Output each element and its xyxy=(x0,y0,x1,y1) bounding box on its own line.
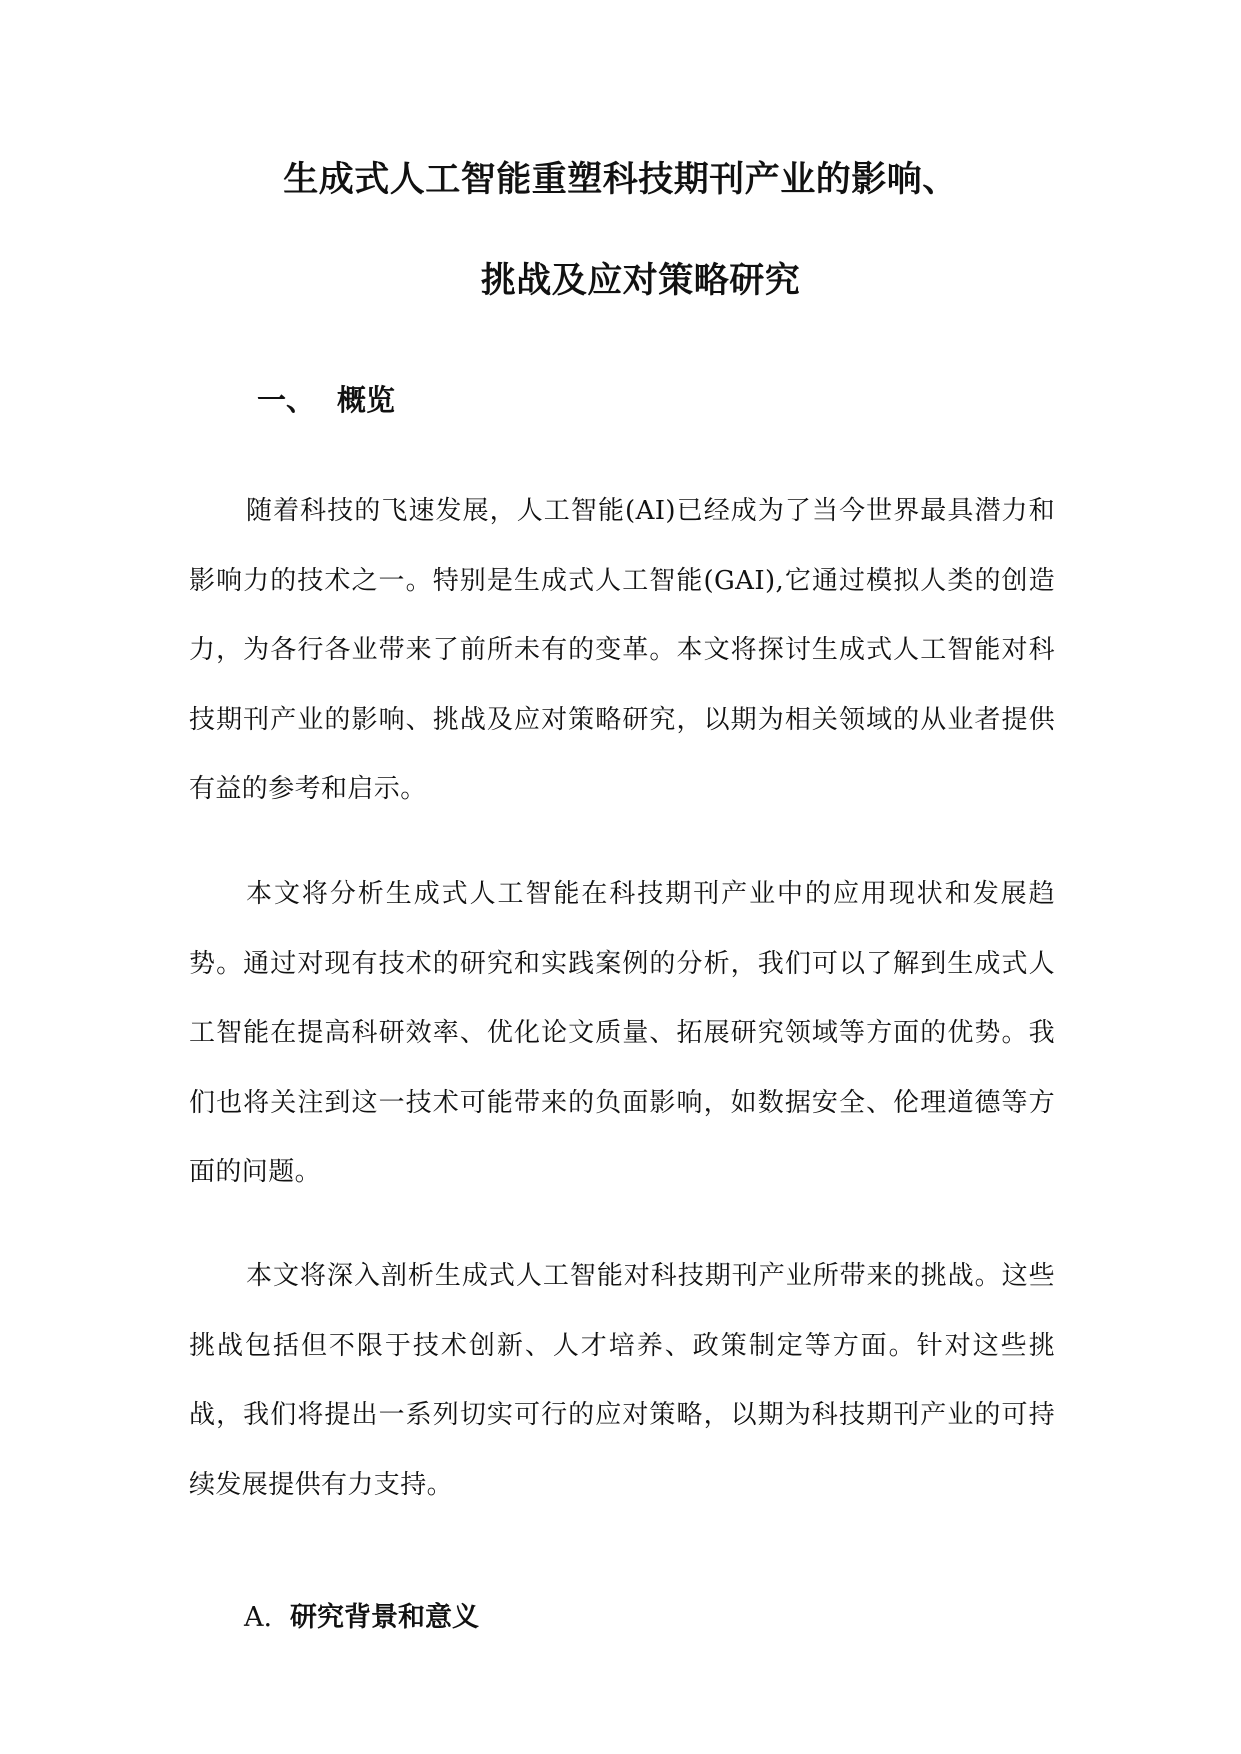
body-paragraph-3: 本文将深入剖析生成式人工智能对科技期刊产业所带来的挑战。这些挑战包括但不限于技术创新、人才培养、政策制定等方面。针对这些挑战，我们将提出一系列切实可行的应对策略，以期为科技期刊产业的可持续发展提供有力支持。 xyxy=(189,1261,1055,1500)
body-paragraph-1: 随着科技的飞速发展，人工智能(AI)已经成为了当今世界最具潜力和影响力的技术之一。特别是生成式人工智能(GAI),它通过模拟人类的创造力，为各行各业带来了前所未有的变革。本文将探讨生成式人工智能对科技期刊产业的影响、挑战及应对策略研究，以期为相关领域的从业者提供有益的参考和启示。 xyxy=(189,496,1055,804)
subsection-title: 研究背景和意义 xyxy=(290,1602,479,1633)
section-heading-overview xyxy=(257,378,395,419)
section-title: 概览 xyxy=(337,383,396,417)
document-title-line-1: 生成式人工智能重塑科技期刊产业的影响、 xyxy=(283,160,958,200)
document-title-line-2: 挑战及应对策略研究 xyxy=(480,261,801,301)
body-paragraph-2: 本文将分析生成式人工智能在科技期刊产业中的应用现状和发展趋势。通过对现有技术的研究和实践案例的分析，我们可以了解到生成式人工智能在提高科研效率、优化论文质量、拓展研究领域等方面的优势。我们也将关注到这一技术可能带来的负面影响，如数据安全、伦理道德等方面的问题。 xyxy=(189,879,1055,1187)
subsection-heading-background xyxy=(244,1595,479,1634)
subsection-number: A. xyxy=(244,1602,273,1633)
section-number: 一、 xyxy=(257,383,316,417)
